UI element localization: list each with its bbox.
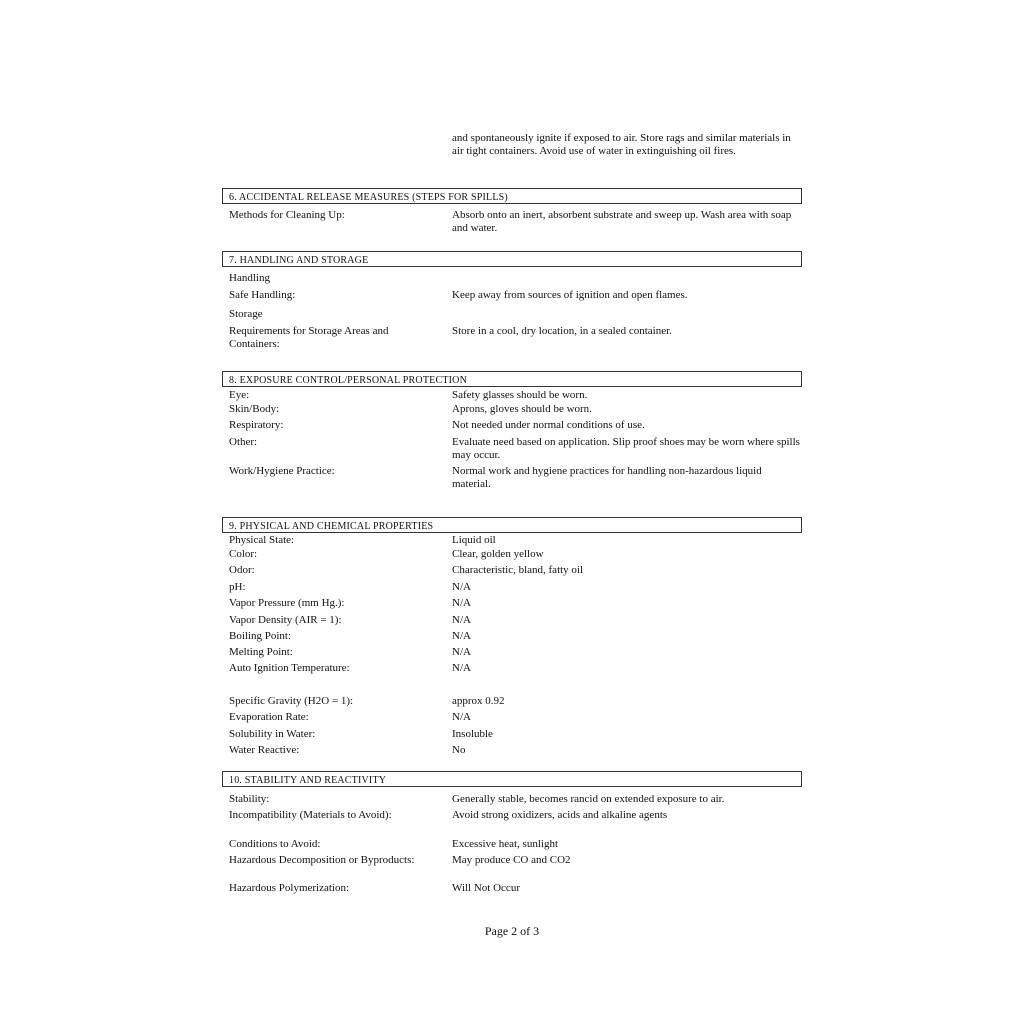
row-label: Boiling Point: — [229, 630, 292, 642]
row-value: N/A — [452, 711, 471, 723]
row-value: Aprons, gloves should be worn. — [452, 403, 592, 415]
row-value: Not needed under normal conditions of use. — [452, 419, 645, 431]
row-label: Respiratory: — [229, 419, 284, 431]
row-label: Water Reactive: — [229, 744, 300, 756]
row-label: Incompatibility (Materials to Avoid): — [229, 809, 392, 821]
row-label: Other: — [229, 436, 258, 448]
handling-heading: Handling — [229, 272, 270, 284]
row-value: Excessive heat, sunlight — [452, 838, 559, 850]
row-label: Specific Gravity (H2O = 1): — [229, 695, 354, 707]
row-label: Eye: — [229, 389, 250, 401]
section-9-header: 9. PHYSICAL AND CHEMICAL PROPERTIES — [222, 517, 802, 533]
row-label: Hazardous Decomposition or Byproducts: — [229, 854, 415, 866]
row-value: Insoluble — [452, 728, 493, 740]
row-value: Keep away from sources of ignition and open flames. — [452, 289, 688, 301]
row-label: Evaporation Rate: — [229, 711, 309, 723]
row-label: Requirements for Storage Areas and Containers: — [229, 325, 389, 350]
row-label: Work/Hygiene Practice: — [229, 465, 335, 477]
row-label: Vapor Density (AIR = 1): — [229, 614, 342, 626]
row-label: Melting Point: — [229, 646, 293, 658]
row-value: May produce CO and CO2 — [452, 854, 571, 866]
row-label: Physical State: — [229, 534, 295, 546]
row-value: N/A — [452, 581, 471, 593]
row-value: Generally stable, becomes rancid on extended exposure to air. — [452, 793, 725, 805]
row-value: N/A — [452, 630, 471, 642]
row-value: N/A — [452, 614, 471, 626]
row-label: Auto Ignition Temperature: — [229, 662, 350, 674]
row-value: Normal work and hygiene practices for handling non-hazardous liquid material. — [452, 465, 762, 490]
row-value: N/A — [452, 597, 471, 609]
row-label: pH: — [229, 581, 246, 593]
row-label: Conditions to Avoid: — [229, 838, 321, 850]
row-value: approx 0.92 — [452, 695, 505, 707]
intro-paragraph: and spontaneously ignite if exposed to air. Store rags and similar materials in air tight containers. Avoid use of water in extinguishing oil fires. — [452, 132, 791, 157]
row-value: Evaluate need based on application. Slip proof shoes may be worn where spills may occur. — [452, 436, 800, 461]
row-label: Safe Handling: — [229, 289, 296, 301]
storage-heading: Storage — [229, 308, 263, 320]
row-value: No — [452, 744, 466, 756]
section-8-header: 8. EXPOSURE CONTROL/PERSONAL PROTECTION — [222, 371, 802, 387]
row-value: N/A — [452, 662, 471, 674]
row-value: Will Not Occur — [452, 882, 520, 894]
row-value: Safety glasses should be worn. — [452, 389, 588, 401]
section-6-header: 6. ACCIDENTAL RELEASE MEASURES (STEPS FOR SPILLS) — [222, 188, 802, 204]
row-label: Hazardous Polymerization: — [229, 882, 350, 894]
page-number: Page 2 of 3 — [484, 924, 540, 938]
row-value: Avoid strong oxidizers, acids and alkaline agents — [452, 809, 668, 821]
row-value: Characteristic, bland, fatty oil — [452, 564, 584, 576]
section-7-header: 7. HANDLING AND STORAGE — [222, 251, 802, 267]
row-value: Absorb onto an inert, absorbent substrate and sweep up. Wash area with soap and water. — [452, 209, 792, 234]
row-label: Stability: — [229, 793, 270, 805]
row-value: Store in a cool, dry location, in a sealed container. — [452, 325, 672, 337]
row-label: Color: — [229, 548, 258, 560]
row-label: Odor: — [229, 564, 255, 576]
row-value: N/A — [452, 646, 471, 658]
row-value: Liquid oil — [452, 534, 496, 546]
row-label: Vapor Pressure (mm Hg.): — [229, 597, 345, 609]
row-value: Clear, golden yellow — [452, 548, 544, 560]
row-label: Methods for Cleaning Up: — [229, 209, 345, 221]
row-label: Solubility in Water: — [229, 728, 316, 740]
row-label: Skin/Body: — [229, 403, 280, 415]
section-10-header: 10. STABILITY AND REACTIVITY — [222, 771, 802, 787]
